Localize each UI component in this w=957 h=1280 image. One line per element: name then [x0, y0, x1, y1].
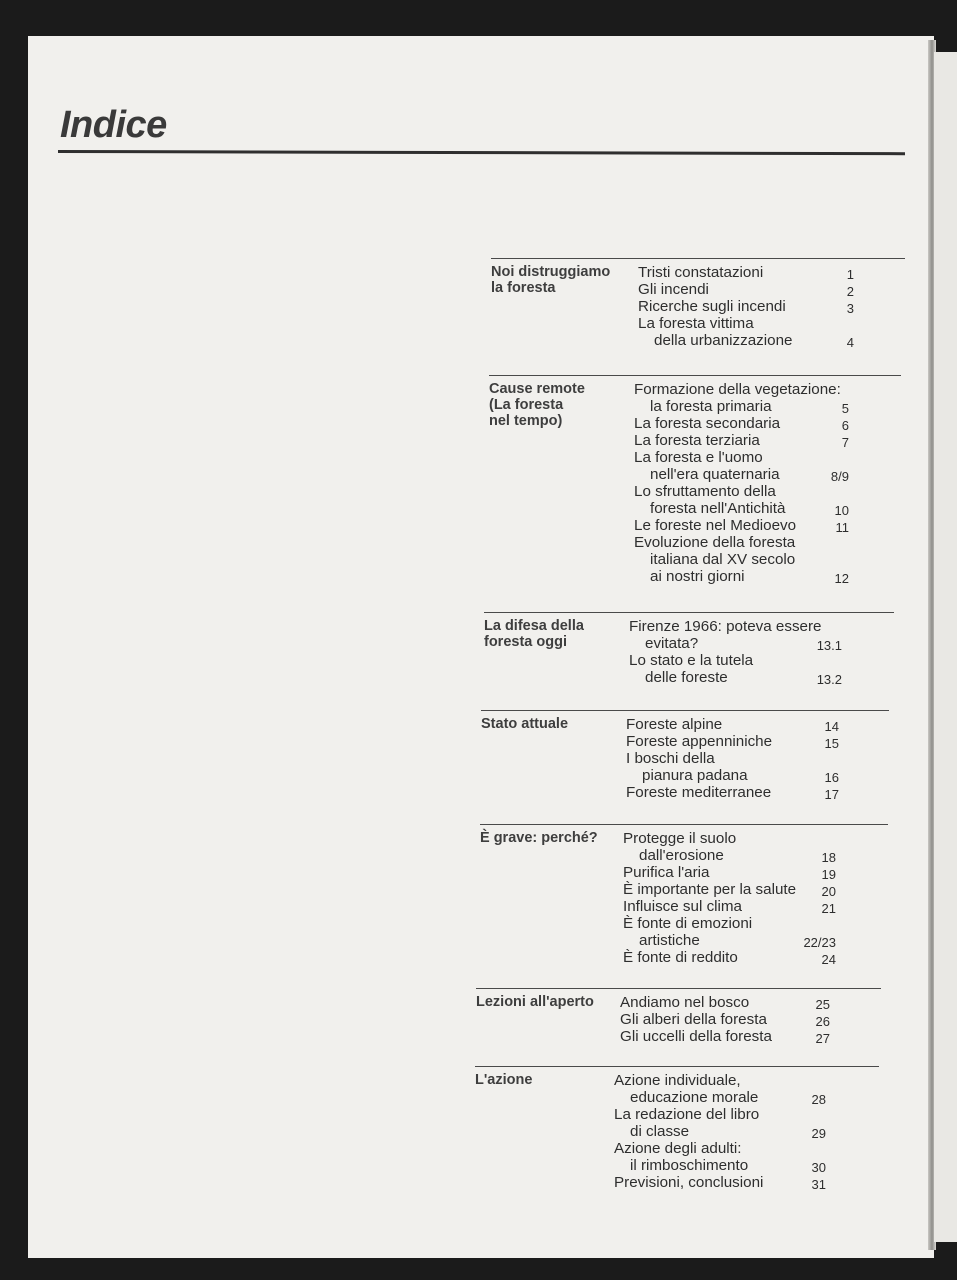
entry-title-line: Gli incendi	[638, 281, 709, 298]
section-entries	[626, 716, 889, 801]
entry-title-line: La foresta e l'uomo	[634, 449, 763, 466]
section-rule	[481, 710, 889, 711]
page-title: Indice	[60, 104, 167, 146]
entry-title-line: Protegge il suolo	[623, 830, 737, 847]
toc-entry[interactable]	[634, 517, 901, 534]
section-heading: Cause remote (La foresta nel tempo)	[489, 381, 585, 429]
entry-page-number: 31	[811, 1177, 826, 1192]
entry-page-number: 4	[846, 335, 854, 350]
entry-title-line: artistiche	[639, 932, 700, 949]
entry-title-line: nell'era quaternaria	[650, 466, 780, 483]
entry-title-line: delle foreste	[645, 669, 728, 686]
toc-entry[interactable]	[629, 652, 894, 686]
section-heading: Stato attuale	[481, 716, 569, 732]
entry-page-number: 5	[841, 401, 849, 416]
entry-page-number: 30	[811, 1160, 826, 1175]
section-entries	[638, 264, 905, 349]
entry-page-number: 7	[841, 435, 849, 450]
toc-entry[interactable]	[634, 449, 901, 483]
entry-title-line: La foresta secondaria	[634, 415, 781, 432]
section-rule	[475, 1066, 879, 1067]
toc-entry[interactable]	[638, 264, 905, 281]
toc-entry[interactable]	[638, 298, 905, 315]
entry-title-line: Foreste mediterranee	[626, 784, 772, 801]
entry-title-line: È importante per la salute	[623, 881, 797, 898]
entry-title-line: educazione morale	[630, 1089, 759, 1106]
entry-title-line: La foresta vittima	[638, 315, 754, 332]
entry-title-line: Tristi constatazioni	[638, 264, 764, 281]
facing-page-edge	[934, 52, 957, 1242]
entry-page-number: 15	[824, 736, 839, 751]
entry-title-line: Azione individuale,	[614, 1072, 741, 1089]
entry-page-number: 16	[824, 770, 839, 785]
entry-title-line: Gli uccelli della foresta	[620, 1028, 772, 1045]
entry-page-number: 12	[834, 571, 849, 586]
toc-entry[interactable]	[620, 1011, 881, 1028]
entry-title-line: Formazione della vegetazione:	[634, 381, 841, 398]
section-entries	[620, 994, 881, 1045]
section-rule	[489, 375, 901, 376]
entry-title-line: evitata?	[645, 635, 699, 652]
entry-title-line: Gli alberi della foresta	[620, 1011, 767, 1028]
entry-page-number: 19	[821, 867, 836, 882]
toc-entry[interactable]	[634, 381, 901, 415]
section-heading: È grave: perché?	[480, 830, 598, 846]
entry-page-number: 3	[846, 301, 854, 316]
entry-title-line: il rimboschimento	[630, 1157, 749, 1174]
entry-title-line: Influisce sul clima	[623, 898, 743, 915]
entry-page-number: 18	[821, 850, 836, 865]
entry-title-line: Lo sfruttamento della	[634, 483, 776, 500]
entry-title-line: Foreste appenniniche	[626, 733, 773, 750]
entry-page-number: 6	[841, 418, 849, 433]
entry-page-number: 1	[846, 267, 854, 282]
entry-page-number: 8/9	[830, 469, 849, 484]
entry-title-line: Foreste alpine	[626, 716, 723, 733]
entry-title-line: Evoluzione della foresta	[634, 534, 796, 551]
section-rule	[480, 824, 888, 825]
entry-title-line: Lo stato e la tutela	[629, 652, 754, 669]
toc-entry[interactable]	[614, 1072, 879, 1106]
toc-entry[interactable]	[626, 733, 889, 750]
entry-page-number: 11	[835, 520, 849, 535]
toc-entry[interactable]	[626, 784, 889, 801]
entry-title-line: foresta nell'Antichità	[650, 500, 786, 517]
entry-title-line: Andiamo nel bosco	[620, 994, 750, 1011]
entry-title-line: Firenze 1966: poteva essere	[629, 618, 822, 635]
toc-entry[interactable]	[634, 432, 901, 449]
toc-entry[interactable]	[634, 534, 901, 585]
section-heading: Noi distruggiamo la foresta	[491, 264, 611, 296]
section-heading: L'azione	[475, 1072, 533, 1088]
entry-title-line: Purifica l'aria	[623, 864, 710, 881]
toc-entry[interactable]	[623, 864, 888, 881]
entry-page-number: 2	[846, 284, 854, 299]
entry-page-number: 20	[821, 884, 836, 899]
entry-title-line: ai nostri giorni	[650, 568, 745, 585]
entry-title-line: Ricerche sugli incendi	[638, 298, 786, 315]
entry-title-line: la foresta primaria	[650, 398, 772, 415]
entry-page-number: 24	[821, 952, 836, 967]
entry-title-line: La redazione del libro	[614, 1106, 760, 1123]
entry-page-number: 29	[811, 1126, 826, 1141]
toc-entry[interactable]	[623, 881, 888, 898]
section-rule	[484, 612, 894, 613]
entry-title-line: dall'erosione	[639, 847, 724, 864]
entry-page-number: 21	[821, 901, 836, 916]
toc-entry[interactable]	[626, 716, 889, 733]
entry-title-line: italiana dal XV secolo	[650, 551, 796, 568]
toc-entry[interactable]	[629, 618, 894, 652]
entry-page-number: 13.1	[816, 638, 842, 653]
entry-title-line: Azione degli adulti:	[614, 1140, 742, 1157]
section-heading: Lezioni all'aperto	[476, 994, 594, 1010]
toc-entry[interactable]	[626, 750, 889, 784]
entry-title-line: Le foreste nel Medioevo	[634, 517, 797, 534]
toc-entry[interactable]	[623, 915, 888, 949]
section-entries	[634, 381, 901, 585]
section-entries	[623, 830, 888, 966]
toc-entry[interactable]	[638, 315, 905, 349]
toc-entry[interactable]	[614, 1106, 879, 1140]
entry-page-number: 22/23	[803, 935, 836, 950]
toc-entry[interactable]	[638, 281, 905, 298]
section-entries	[614, 1072, 879, 1191]
entry-title-line: I boschi della	[626, 750, 715, 767]
toc-entry[interactable]	[614, 1174, 879, 1191]
toc-entry[interactable]	[620, 1028, 881, 1045]
toc-entry[interactable]	[634, 415, 901, 432]
entry-title-line: Previsioni, conclusioni	[614, 1174, 764, 1191]
entry-page-number: 26	[815, 1014, 830, 1029]
toc-entry[interactable]	[623, 949, 888, 966]
toc-entry[interactable]	[620, 994, 881, 1011]
entry-title-line: di classe	[630, 1123, 690, 1140]
section-heading: La difesa della foresta oggi	[484, 618, 584, 650]
entry-page-number: 14	[824, 719, 839, 734]
section-rule	[476, 988, 881, 989]
toc-entry[interactable]	[623, 830, 888, 864]
entry-page-number: 25	[815, 997, 830, 1012]
entry-title-line: della urbanizzazione	[654, 332, 793, 349]
entry-title-line: pianura padana	[642, 767, 748, 784]
toc-entry[interactable]	[614, 1140, 879, 1174]
entry-title-line: La foresta terziaria	[634, 432, 760, 449]
entry-page-number: 28	[811, 1092, 826, 1107]
entry-page-number: 10	[834, 503, 849, 518]
toc-entry[interactable]	[634, 483, 901, 517]
entry-title-line: È fonte di reddito	[623, 949, 738, 966]
toc-entry[interactable]	[623, 898, 888, 915]
section-entries	[629, 618, 894, 686]
entry-title-line: È fonte di emozioni	[623, 915, 753, 932]
entry-page-number: 27	[815, 1031, 830, 1046]
entry-page-number: 13.2	[816, 672, 842, 687]
section-rule	[491, 258, 905, 259]
entry-page-number: 17	[824, 787, 839, 802]
